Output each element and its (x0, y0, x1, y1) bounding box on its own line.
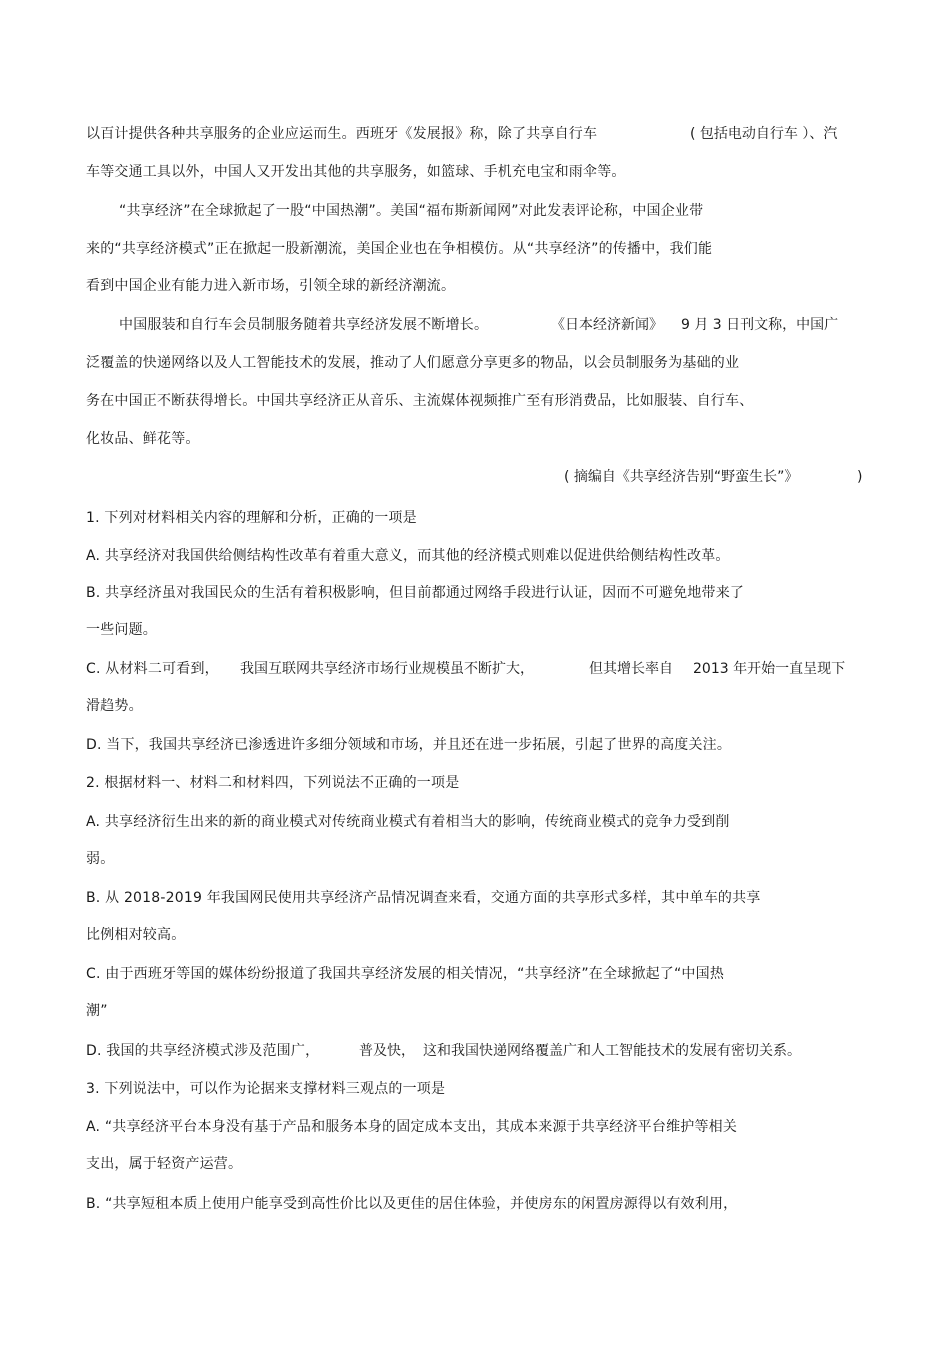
passage-p1-line1-paren: ( 包括电动自行车 ）、汽 (690, 126, 838, 142)
passage-p3-line4: 化妆品、鲜花等。 (86, 431, 200, 447)
question-3-stem: 3. 下列说法中，可以作为论据来支撑材料三观点的一项是 (86, 1081, 446, 1097)
question-3-option-a: A. “共享经济平台本身没有基于产品和服务本身的固定成本支出，其成本来源于共享经济平台维护等相关 (86, 1119, 738, 1135)
question-1-option-c-cont: 滑趋势。 (86, 698, 143, 714)
question-2-option-d-part3: 这和我国快递网络覆盖广和人工智能技术的发展有密切关系。 (423, 1043, 801, 1059)
passage-p3-line3: 务在中国正不断获得增长。中国共享经济正从音乐、主流媒体视频推广至有形消费品，比如服装、自行车、 (86, 393, 754, 409)
passage-p2-line2: 来的“共享经济模式”正在掀起一股新潮流，美国企业也在争相模仿。从“共享经济”的传播中，我们能 (86, 241, 713, 257)
question-2-option-a-cont: 弱。 (86, 851, 115, 867)
passage-p1-line1 (86, 125, 597, 143)
question-2-option-c: C. 由于西班牙等国的媒体纷纷报道了我国共享经济发展的相关情况，“共享经济”在全球掀起了“中国热 (86, 966, 725, 982)
question-2-option-c-cont: 潮” (86, 1003, 108, 1019)
passage-p1-line2: 车等交通工具以外，中国人又开发出其他的共享服务，如篮球、手机充电宝和雨伞等。 (86, 164, 626, 180)
question-1-option-c-part4: 2013 年开始一直呈现下 (693, 661, 846, 677)
question-2-option-b-cont: 比例相对较高。 (86, 927, 186, 943)
source-citation: ( 摘编自《共享经济告别“野蛮生长”》 (564, 469, 799, 485)
passage-p1-line1-text: 以百计提供各种共享服务的企业应运而生。西班牙《发展报》称，除了共享自行车 (86, 126, 598, 142)
question-2-stem: 2. 根据材料一、材料二和材料四，下列说法不正确的一项是 (86, 775, 460, 791)
question-1-option-c-part3: 但其增长率自 (589, 661, 673, 677)
question-1-stem: 1. 下列对材料相关内容的理解和分析，正确的一项是 (86, 510, 417, 526)
passage-p3-line1: 中国服装和自行车会员制服务随着共享经济发展不断增长。 (119, 317, 489, 333)
question-1-option-b-cont: 一些问题。 (86, 622, 157, 638)
passage-p2-line3: 看到中国企业有能力进入新市场，引领全球的新经济潮流。 (86, 278, 456, 294)
question-2-option-b: B. 从 2018-2019 年我国网民使用共享经济产品情况调查来看，交通方面的共享形式多样，其中单车的共享 (86, 890, 761, 906)
question-2-option-d: D. 我国的共享经济模式涉及范围广， (86, 1043, 320, 1059)
question-1-option-c-part2: 我国互联网共享经济市场行业规模虽不断扩大， (240, 661, 534, 677)
passage-p3-newspaper: 《日本经济新闻》 (551, 317, 663, 333)
question-3-option-a-cont: 支出，属于轻资产运营。 (86, 1156, 243, 1172)
question-1-option-c: C. 从材料二可看到， (86, 661, 219, 677)
question-1-option-d: D. 当下，我国共享经济已渗透进许多细分领域和市场，并且还在进一步拓展，引起了世界的高度关注。 (86, 737, 732, 753)
passage-p2-line1: “共享经济”在全球掀起了一股“中国热潮”。美国“福布斯新闻网”对此发表评论称，中国企业带 (119, 203, 704, 219)
passage-p3-date: 9 月 3 日刊文称，中国广 (681, 317, 839, 333)
passage-p3-line2: 泛覆盖的快递网络以及人工智能技术的发展，推动了人们愿意分享更多的物品，以会员制服务为基础的业 (86, 355, 740, 371)
question-3-option-b: B. “共享短租本质上使用户能享受到高性价比以及更佳的居住体验，并使房东的闲置房源得以有效利用， (86, 1196, 738, 1212)
source-citation-close: ) (857, 469, 863, 485)
question-1-option-a: A. 共享经济对我国供给侧结构性改革有着重大意义，而其他的经济模式则难以促进供给侧结构性改革。 (86, 548, 730, 564)
question-1-option-b: B. 共享经济虽对我国民众的生活有着积极影响，但目前都通过网络手段进行认证，因而不可避免地带来了 (86, 585, 745, 601)
question-2-option-a: A. 共享经济衍生出来的新的商业模式对传统商业模式有着相当大的影响，传统商业模式的竞争力受到削 (86, 814, 730, 830)
question-2-option-d-part2: 普及快， (359, 1043, 415, 1059)
